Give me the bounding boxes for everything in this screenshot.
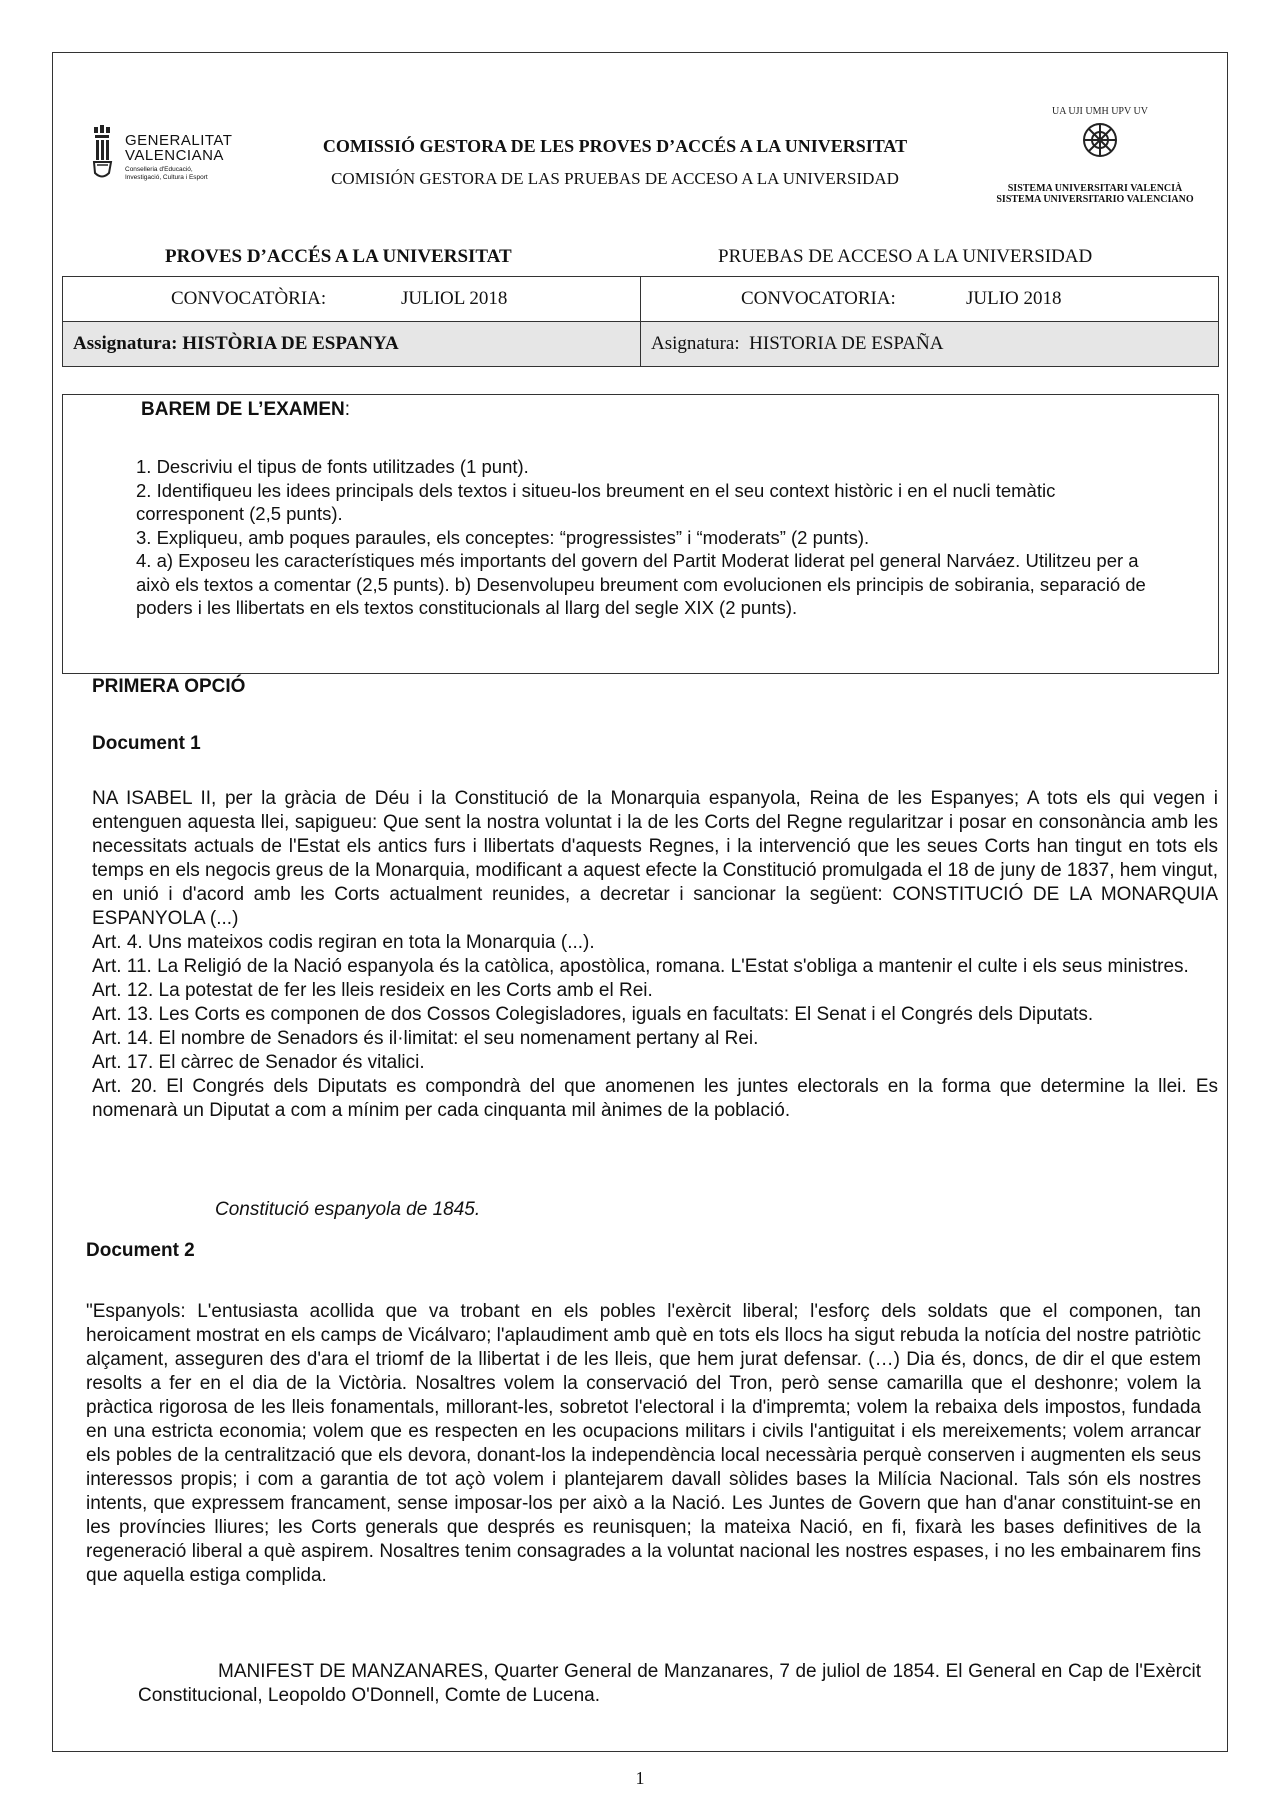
suv-emblem-icon <box>1045 100 1155 180</box>
doc2-paragraph: "Espanyols: L'entusiasta acollida que va trobant en els pobles l'exèrcit liberal; l'esforç dels soldats que el componen, tan heroicament mostrat en els camps de Vicálvaro; l'aplaudiment amb què en tots els llocs ha sigut rebuda la notícia del nostre patriòtic alçament, asseguren des d'ara el triomf de la llibertat i de les lleis, que hem jurat defensar. (…) Dia és, doncs, de dir el que estem resolts a fer en el dia de la Victòria. Nosaltres volem la conservació del Tron, però sense camarilla que el deshonre; volem la pràctica rigorosa de les lleis fonamentals, millorant-les, sobretot l'electoral i la d'impremta; volem la rebaixa dels impostos, fundada en una estricta economia; volem que es respecten en les ocupacions militars i civils l'antiguitat i els mereixements; volem arrancar els pobles de la centralització que els devora, donant-los la independència local necessària perquè conserven i augmenten els seus interessos propis; i com a garantia de tot açò volem i plantejarem davall sòlides bases la Milícia Nacional. Tals són els nostres intents, que expressem francament, sense imposar-los per això a la Nació. Les Juntes de Govern que han d'anar constituint-se en les províncies lliures; les Corts generals que després es reunisquen; la mateixa Nació, en fi, fixarà les bases definitives de la regeneració liberal a què aspirem. Nosaltres tenim consagrades a la voluntat nacional les nostres espases, i no les embainarem fins que aquella estiga complida. <box>86 1301 1201 1586</box>
barem-item: 4. a) Exposeu les característiques més importants del govern del Partit Moderat liderat pel general Narváez. Utilitzeu per a això els textos a comentar (2,5 punts). b) Desenvolupeu breument com evolucionen els principis de sobirania, separació de poders i les llibertats en els textos constitucionals al llarg del segle XIX (2 punts). <box>136 550 1146 618</box>
doc1-article: Art. 12. La potestat de fer les lleis resideix en les Corts amb el Rei. <box>92 980 653 1001</box>
doc1-article: Art. 13. Les Corts es componen de dos Cossos Colegisladores, iguals en facultats: El Senat i el Congrés dels Diputats. <box>92 1004 1094 1025</box>
subject-value-ca: HISTÒRIA DE ESPANYA <box>182 333 399 354</box>
barem-box <box>62 394 1219 674</box>
subject-value-es: HISTORIA DE ESPAÑA <box>749 333 944 354</box>
suv-es: SISTEMA UNIVERSITARIO VALENCIANO <box>996 194 1194 205</box>
exam-info-table <box>62 276 1219 367</box>
subject-label-ca: Assignatura: <box>73 333 178 354</box>
option-title: PRIMERA OPCIÓ <box>92 676 246 697</box>
subject-ca <box>63 322 641 367</box>
doc2-title: Document 2 <box>86 1240 195 1261</box>
doc2-source <box>138 1660 1201 1708</box>
barem-title: BAREM DE L’EXAMEN: <box>141 399 351 420</box>
doc2-source-text: MANIFEST DE MANZANARES, Quarter General de Manzanares, 7 de juliol de 1854. El General en Cap de l'Exèrcit Constitucional, Leopoldo O'Donnell, Comte de Lucena. <box>138 1661 1201 1706</box>
gva-department: Conselleria d'Educació, Investigació, Cultura i Esport <box>125 166 208 181</box>
doc1-paragraph: NA ISABEL II, per la gràcia de Déu i la Constitució de la Monarquia espanyola, Reina de les Espanyes; A tots els qui vegen i entenguen aquesta llei, sapigueu: Que sent la nostra voluntat i la de les Corts del Regne regularitzar i posar en consonància amb les necessitats actuals de l'Estat els antics furs i llibertats d'aquests Regnes, i la intervenció que les seues Corts han tingut en tots els temps en els negocis greus de la Monarquia, modificant a aquest efecte la Constitució promulgada el 18 de juny de 1837, hem vingut, en unió i d'acord amb les Corts actualment reunides, a decretar i sancionar la següent: CONSTITUCIÓ DE LA MONARQUIA ESPANYOLA (...) <box>92 788 1218 929</box>
convocatoria-ca <box>63 277 641 322</box>
doc1-text <box>92 787 1218 1123</box>
subject-label-es: Asignatura: <box>651 333 740 354</box>
gva-name-2: VALENCIANA <box>125 147 224 164</box>
doc2-text <box>86 1300 1201 1588</box>
exam-title-ca: PROVES D’ACCÉS A LA UNIVERSITAT <box>165 246 512 267</box>
barem-item: 1. Descriviu el tipus de fonts utilitzades (1 punt). <box>136 456 529 477</box>
conv-value-es: JULIO 2018 <box>966 288 1062 309</box>
doc1-article: Art. 14. El nombre de Senadors és il·limitat: el seu nomenament pertany al Rei. <box>92 1028 759 1049</box>
conv-label-es: CONVOCATORIA: <box>741 288 896 309</box>
suv-ca: SISTEMA UNIVERSITARI VALENCIÀ <box>1007 183 1183 194</box>
doc1-article: Art. 11. La Religió de la Nació espanyola és la catòlica, apostòlica, romana. L'Estat s'obliga a mantenir el culte i els seus ministres. <box>92 956 1189 977</box>
commission-ca: COMISSIÓ GESTORA DE LES PROVES D’ACCÉS A LA UNIVERSITAT <box>322 136 908 156</box>
barem-item: 2. Identifiqueu les idees principals dels textos i situeu-los breument en el seu context històric i en el nucli temàtic corresponent (2,5 punts). <box>136 479 1056 524</box>
convocatoria-es <box>641 277 1219 322</box>
commission-es: COMISIÓN GESTORA DE LAS PRUEBAS DE ACCESO A LA UNIVERSIDAD <box>331 169 899 188</box>
barem-list <box>136 455 1156 620</box>
commission-header <box>250 136 980 189</box>
page-number: 1 <box>635 1768 645 1788</box>
subject-es <box>641 322 1219 367</box>
barem-item: 3. Expliqueu, amb poques paraules, els conceptes: “progressistes” i “moderats” (2 punts). <box>136 526 870 548</box>
doc1-article: Art. 17. El càrrec de Senador és vitalici. <box>92 1052 425 1073</box>
doc1-title: Document 1 <box>92 733 201 754</box>
conv-label-ca: CONVOCATÒRIA: <box>171 288 327 309</box>
exam-title-es: PRUEBAS DE ACCESO A LA UNIVERSIDAD <box>718 246 1093 267</box>
conv-value-ca: JULIOL 2018 <box>401 288 508 309</box>
suv-logo-text <box>985 183 1205 205</box>
generalitat-logo-text <box>125 133 232 182</box>
doc1-article: Art. 4. Uns mateixos codis regiran en tota la Monarquia (...). <box>92 932 595 953</box>
doc1-article: Art. 20. El Congrés dels Diputats es compondrà del que anomenen les juntes electorals en la forma que determine la llei. Es nomenarà un Diputat a com a mínim per cada cinquanta mil ànimes de la població. <box>92 1076 1218 1121</box>
doc1-source: Constitució espanyola de 1845. <box>215 1199 481 1220</box>
suv-logo-letters: UA UJI UMH UPV UV <box>1052 106 1148 117</box>
gva-name-1: GENERALITAT <box>125 132 233 149</box>
